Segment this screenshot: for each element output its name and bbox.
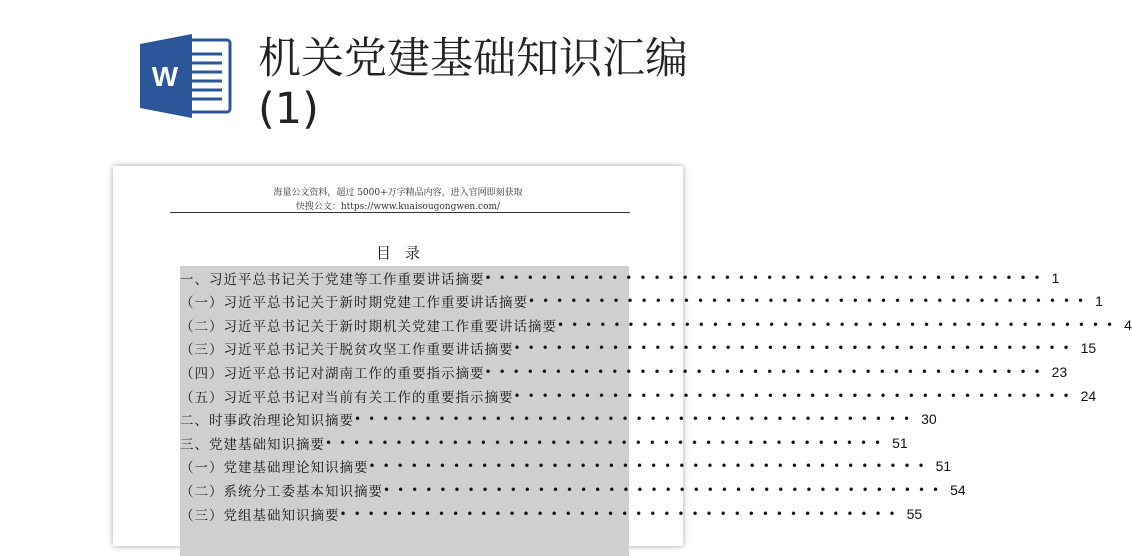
toc-entry-label: 一、习近平总书记关于党建等工作重要讲话摘要 xyxy=(180,271,485,288)
header-divider xyxy=(170,212,630,213)
toc-leader-dots: •••••••••••••••••••••••••••••••••••••••• xyxy=(339,506,903,521)
toc-entry[interactable] xyxy=(180,431,908,454)
toc-leader-dots: •••••••••••••••••••••••••••••••••••••••• xyxy=(368,459,932,474)
toc-entry-label: （四）习近平总书记对湖南工作的重要指示摘要 xyxy=(180,365,485,382)
toc-entry[interactable] xyxy=(180,478,966,501)
toc-leader-dots: •••••••••••••••••••••••••••••••••••••••• xyxy=(484,364,1048,379)
toc-page-number: 1 xyxy=(1051,269,1060,286)
toc-entry-label: （五）习近平总书记对当前有关工作的重要指示摘要 xyxy=(180,389,514,406)
toc-leader-dots: •••••••••••••••••••••••••••••••••••••••• xyxy=(528,294,1092,309)
toc-page-number: 1 xyxy=(1095,293,1103,310)
toc-page-number: 23 xyxy=(1051,363,1068,380)
header-line-2: 快搜公文：https://www.kuaisougongwen.com/ xyxy=(295,202,501,212)
toc-entry-label: （三）习近平总书记关于脱贫攻坚工作重要讲话摘要 xyxy=(180,342,514,359)
toc-page-number: 54 xyxy=(950,481,966,498)
toc-page-number: 51 xyxy=(892,434,908,451)
toc-page-number: 55 xyxy=(906,505,923,522)
toc-page-number: 4 xyxy=(1124,316,1132,333)
toc-page-number: 15 xyxy=(1080,340,1097,357)
word-document-icon xyxy=(140,34,232,118)
document-title: 机关党建基础知识汇编(1) xyxy=(258,34,688,134)
toc-page-number: 24 xyxy=(1080,387,1097,404)
toc-leader-dots: •••••••••••••••••••••••••••••••••••••••• xyxy=(557,317,1121,332)
toc-entry[interactable] xyxy=(180,455,952,478)
document-page-preview xyxy=(113,166,1132,546)
toc-leader-dots: •••••••••••••••••••••••••••••••••••••••• xyxy=(513,388,1077,403)
toc-entry-label: （三）党组基础知识摘要 xyxy=(180,507,340,524)
toc-entry[interactable] xyxy=(180,313,1132,336)
toc-entry[interactable] xyxy=(180,408,937,431)
toc-entry[interactable] xyxy=(180,337,1097,360)
toc-entry-label: （一）党建基础理论知识摘要 xyxy=(180,460,369,477)
toc-entry-label: 三、党建基础知识摘要 xyxy=(180,436,325,453)
toc-entry[interactable] xyxy=(180,384,1097,407)
toc-leader-dots: •••••••••••••••••••••••••••••••••••••••• xyxy=(484,270,1048,285)
toc-leader-dots: •••••••••••••••••••••••••••••••••••••••• xyxy=(383,482,947,497)
toc-leader-dots: •••••••••••••••••••••••••••••••••••••••• xyxy=(354,412,918,427)
toc-leader-dots: •••••••••••••••••••••••••••••••••••••••• xyxy=(325,435,889,450)
toc-entry[interactable] xyxy=(180,502,923,525)
toc-entry[interactable] xyxy=(180,360,1068,383)
toc-entry-label: 二、时事政治理论知识摘要 xyxy=(180,413,354,430)
toc-title: 目录 xyxy=(375,244,434,262)
toc-entry[interactable] xyxy=(180,290,1103,313)
toc-entry-label: （一）习近平总书记关于新时期党建工作重要讲话摘要 xyxy=(180,295,528,312)
toc-entry-label: （二）习近平总书记关于新时期机关党建工作重要讲话摘要 xyxy=(180,318,557,335)
toc-page-number: 51 xyxy=(935,458,952,475)
svg-text:W: W xyxy=(151,61,179,92)
header-line-1: 海量公文资料，超过 5000+万字精品内容，进入官网即刻获取 xyxy=(273,188,523,198)
toc-page-number: 30 xyxy=(921,411,937,428)
toc-leader-dots: •••••••••••••••••••••••••••••••••••••••• xyxy=(513,341,1077,356)
toc-entry[interactable] xyxy=(180,266,1060,289)
toc-entry-label: （二）系统分工委基本知识摘要 xyxy=(180,483,383,500)
